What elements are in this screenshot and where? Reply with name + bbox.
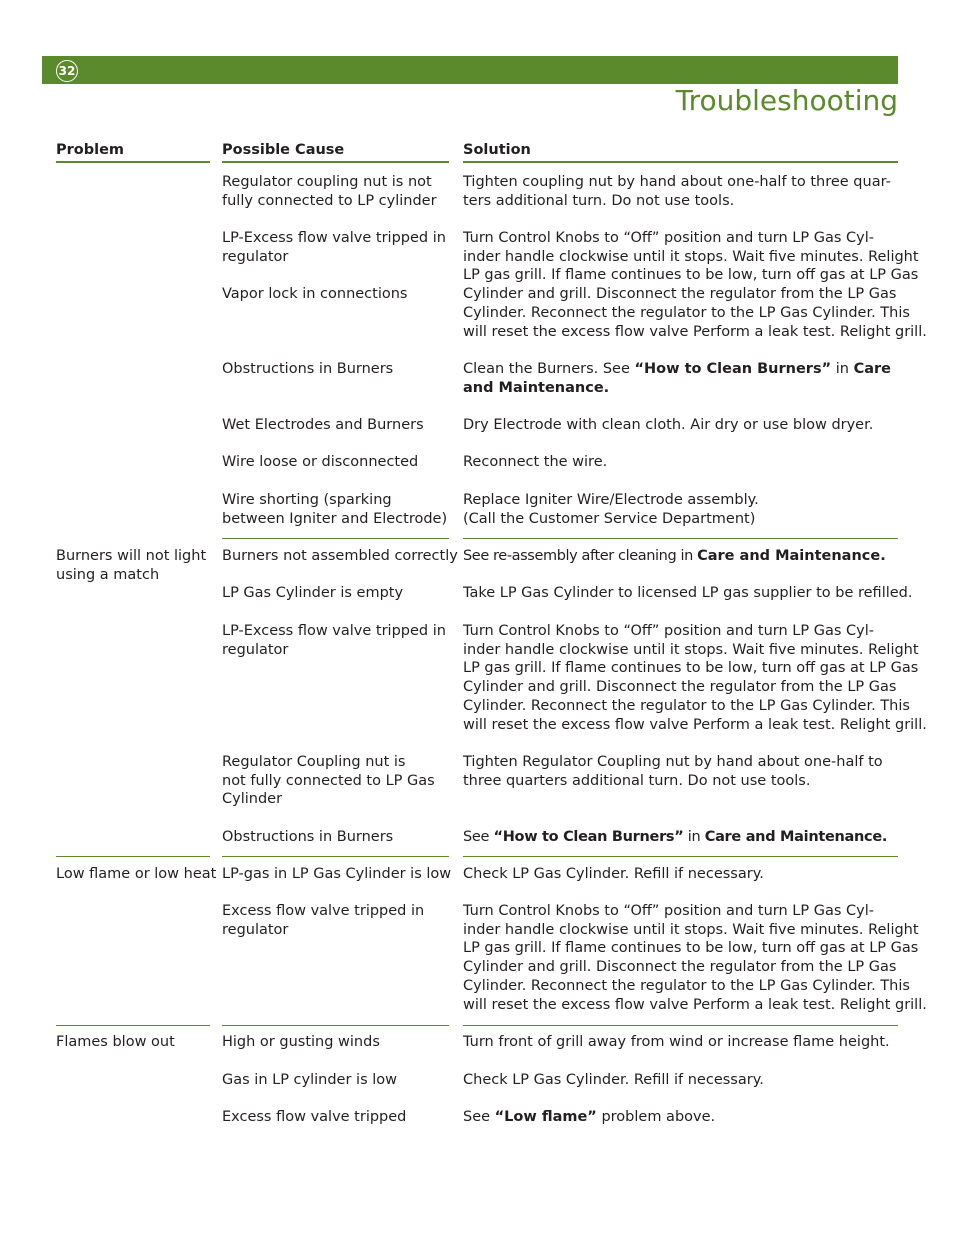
solution-text: Turn Control Knobs to “Off” position and turn LP Gas Cyl- inder handle clockwise until it stops. Wait five minutes. Relight LP gas grill. If flame continues to be low, turn off gas at LP Gas Cylinder and grill. Disconnect the regulator from the LP Gas Cylinder. Reconnect the regulator to the LP Gas Cylinder. This will reset the excess flow valve Perform a leak test. Relight grill. [463, 230, 927, 340]
header-bar [42, 56, 898, 84]
cause-text: Burners not assembled correctly [222, 548, 458, 564]
cause-text: Wire loose or disconnected [222, 454, 419, 470]
cause-text: LP-Excess flow valve tripped in regulator [222, 230, 446, 265]
cause-text: Regulator coupling nut is not fully connected to LP cylinder [222, 174, 437, 209]
cause-text: Excess flow valve tripped [222, 1109, 407, 1125]
problem-text: Burners will not light using a match [56, 548, 207, 583]
solution-text: Tighten coupling nut by hand about one-half to three quar- ters additional turn. Do not use tools. [463, 174, 891, 209]
cause-text: Obstructions in Burners [222, 829, 394, 845]
header-possible-cause: Possible Cause [222, 142, 449, 163]
row-divider [56, 856, 210, 857]
solution-text: Dry Electrode with clean cloth. Air dry or use blow dryer. [463, 417, 874, 433]
row-divider [463, 856, 898, 857]
row-divider [56, 1025, 210, 1026]
cause-text: Obstructions in Burners [222, 361, 394, 377]
cause-text: Wire shorting (sparking between Igniter and Electrode) [222, 492, 448, 527]
row-divider [463, 1025, 898, 1026]
solution-text: See “Low flame” problem above. [463, 1109, 716, 1125]
cause-text: High or gusting winds [222, 1034, 380, 1050]
cause-text: Wet Electrodes and Burners [222, 417, 424, 433]
cause-text: LP Gas Cylinder is empty [222, 585, 404, 601]
solution-text: Turn Control Knobs to “Off” position and turn LP Gas Cyl- inder handle clockwise until it stops. Wait five minutes. Relight LP gas grill. If flame continues to be low, turn off gas at LP Gas Cylinder and grill. Disconnect the regulator from the LP Gas Cylinder. Reconnect the regulator to the LP Gas Cylinder. This will reset the excess flow valve Perform a leak test. Relight grill. [463, 903, 927, 1013]
row-divider [463, 538, 898, 539]
page-number-badge: 32 [56, 60, 78, 82]
solution-text: Check LP Gas Cylinder. Refill if necessary. [463, 866, 764, 882]
cause-text: Excess flow valve tripped in regulator [222, 903, 425, 938]
cause-text: Vapor lock in connections [222, 286, 408, 302]
solution-text: Reconnect the wire. [463, 454, 608, 470]
cause-text: Regulator Coupling nut is not fully connected to LP Gas Cylinder [222, 754, 435, 808]
solution-text: Check LP Gas Cylinder. Refill if necessary. [463, 1072, 764, 1088]
cause-text: LP-gas in LP Gas Cylinder is low [222, 866, 452, 882]
cause-text: Gas in LP cylinder is low [222, 1072, 397, 1088]
header-problem: Problem [56, 142, 210, 163]
page-title: Troubleshooting [675, 84, 898, 117]
solution-text: Clean the Burners. See “How to Clean Burners” in Care and Maintenance. [463, 361, 891, 396]
solution-text: Turn Control Knobs to “Off” position and turn LP Gas Cyl- inder handle clockwise until it stops. Wait five minutes. Relight LP gas grill. If flame continues to be low, turn off gas at LP Gas Cylinder and grill. Disconnect the regulator from the LP Gas Cylinder. Reconnect the regulator to the LP Gas Cylinder. This will reset the excess flow valve Perform a leak test. Relight grill. [463, 623, 927, 733]
row-divider [222, 856, 449, 857]
problem-text: Low flame or low heat [56, 866, 217, 882]
cause-text: LP-Excess flow valve tripped in regulator [222, 623, 446, 658]
solution-text: Replace Igniter Wire/Electrode assembly. (Call the Customer Service Department) [463, 492, 759, 527]
solution-text: See “How to Clean Burners” in Care and Maintenance. [463, 829, 888, 845]
problem-text: Flames blow out [56, 1034, 175, 1050]
solution-text: See re-assembly after cleaning in Care and Maintenance. [463, 548, 886, 564]
row-divider [222, 538, 449, 539]
header-solution: Solution [463, 142, 898, 163]
solution-text: Tighten Regulator Coupling nut by hand about one-half to three quarters additional turn. Do not use tools. [463, 754, 883, 789]
solution-text: Take LP Gas Cylinder to licensed LP gas supplier to be refilled. [463, 585, 913, 601]
solution-text: Turn front of grill away from wind or increase flame height. [463, 1034, 890, 1050]
row-divider [222, 1025, 449, 1026]
